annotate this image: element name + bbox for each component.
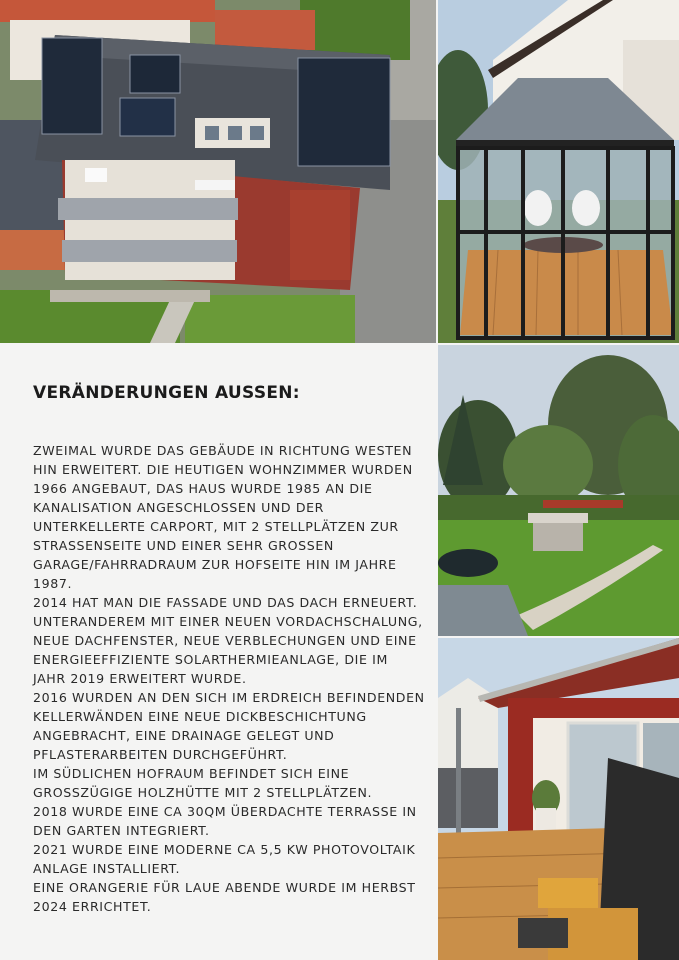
terrace-photo [438,638,679,960]
paragraph-orangery-2024: EINE ORANGERIE FÜR LAUE ABENDE WURDE IM HERBST 2024 ERRICHTET. [33,880,416,914]
paragraph-extension-history: ZWEIMAL WURDE DAS GEBÄUDE IN RICHTUNG WESTEN HIN ERWEITERT. DIE HEUTIGEN WOHNZIMMER WURDEN 1966 ANGEBAUT, DAS HAUS WURDE 1985 AN DIE KANALISATION ANGESCHLOSSEN UND DER UNTERKELLERTE CARPORT, MIT 2 STELLPLÄTZEN ZUR STRASSENSEITE UND EINER SEHR GROSSEN GARAGE/FAHRRADRAUM ZUR HOFSEITE HIN IM JAHRE 1987. [33,443,413,591]
paragraph-basement-2016: 2016 WURDEN AN DEN SICH IM ERDREICH BEFINDENDEN KELLERWÄNDEN EINE NEUE DICKBESCHICHTUNG ANGEBRACHT, EINE DRAINAGE GELEGT UND PFLASTERARBEITEN DURCHGEFÜHRT. [33,690,425,762]
text-panel [0,343,436,960]
garden-photo [438,345,679,636]
orangery-photo [438,0,679,343]
paragraph-facade-roof-2014: 2014 HAT MAN DIE FASSADE UND DAS DACH ERNEUERT. UNTERANDEREM MIT EINER NEUEN VORDACHSCHALUNG, NEUE DACHFENSTER, NEUE VERBLECHUNGEN UND EINE ENERGIEEFFIZIENTE SOLARTHERMIEANLAGE, DIE IM JAHR 2019 ERWEITERT WURDE. [33,595,423,686]
paragraph-wooden-hut: IM SÜDLICHEN HOFRAUM BEFINDET SICH EINE GROSSZÜGIGE HOLZHÜTTE MIT 2 STELLPLÄTZEN. [33,766,373,800]
aerial-house-photo [0,0,436,343]
paragraph-photovoltaic-2021: 2021 WURDE EINE MODERNE CA 5,5 KW PHOTOVOLTAIK ANLAGE INSTALLIERT. [33,842,416,876]
body-text [33,441,428,916]
section-heading: VERÄNDERUNGEN AUSSEN: [33,383,300,403]
paragraph-terrace-2018: 2018 WURDE EINE CA 30QM ÜBERDACHTE TERRASSE IN DEN GARTEN INTEGRIERT. [33,804,417,838]
